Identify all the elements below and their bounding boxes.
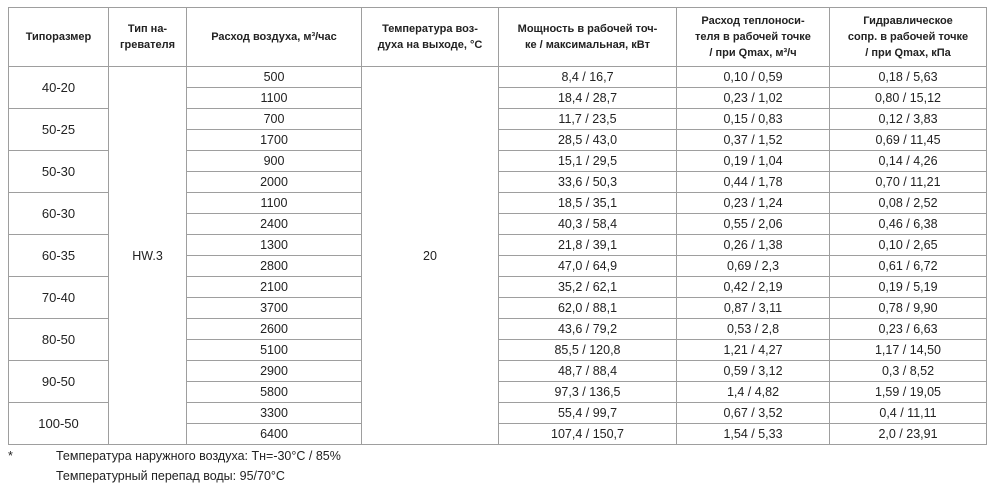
header-air-flow-text: Расход воздуха, м³/час [211, 31, 337, 43]
size-cell: 40-20 [9, 67, 109, 109]
coolant-flow-cell: 0,19 / 1,04 [677, 151, 830, 172]
air-flow-cell: 2000 [187, 172, 362, 193]
size-cell: 50-25 [9, 109, 109, 151]
size-cell: 70-40 [9, 277, 109, 319]
hydraulic-resistance-cell: 0,69 / 11,45 [830, 130, 987, 151]
hydraulic-resistance-cell: 0,14 / 4,26 [830, 151, 987, 172]
coolant-flow-cell: 0,59 / 3,12 [677, 361, 830, 382]
size-cell: 100-50 [9, 403, 109, 445]
coolant-flow-cell: 0,55 / 2,06 [677, 214, 830, 235]
header-outlet-temp-text: Температура воз- духа на выходе, °С [377, 23, 483, 51]
power-cell: 18,5 / 35,1 [499, 193, 677, 214]
air-flow-cell: 5800 [187, 382, 362, 403]
outlet-temp-cell: 20 [362, 67, 499, 445]
hydraulic-resistance-cell: 0,08 / 2,52 [830, 193, 987, 214]
hydraulic-resistance-cell: 0,61 / 6,72 [830, 256, 987, 277]
air-flow-cell: 6400 [187, 424, 362, 445]
hydraulic-resistance-cell: 1,17 / 14,50 [830, 340, 987, 361]
size-cell: 80-50 [9, 319, 109, 361]
header-row [9, 8, 987, 67]
coolant-flow-cell: 0,23 / 1,02 [677, 88, 830, 109]
power-cell: 8,4 / 16,7 [499, 67, 677, 88]
air-flow-cell: 900 [187, 151, 362, 172]
power-cell: 21,8 / 39,1 [499, 235, 677, 256]
power-cell: 11,7 / 23,5 [499, 109, 677, 130]
specs-table [8, 7, 987, 445]
air-flow-cell: 1100 [187, 193, 362, 214]
heater-type-cell: HW.3 [109, 67, 187, 445]
hydraulic-resistance-cell: 0,4 / 11,11 [830, 403, 987, 424]
hydraulic-resistance-cell: 0,80 / 15,12 [830, 88, 987, 109]
air-flow-cell: 2100 [187, 277, 362, 298]
power-cell: 15,1 / 29,5 [499, 151, 677, 172]
coolant-flow-cell: 0,67 / 3,52 [677, 403, 830, 424]
header-hydraulic-resistance [830, 8, 987, 67]
size-cell: 50-30 [9, 151, 109, 193]
coolant-flow-cell: 0,26 / 1,38 [677, 235, 830, 256]
coolant-flow-cell: 0,87 / 3,11 [677, 298, 830, 319]
hydraulic-resistance-cell: 0,19 / 5,19 [830, 277, 987, 298]
header-heater-type-text: Тип на- гревателя [119, 23, 176, 51]
header-size [9, 8, 109, 67]
air-flow-cell: 2900 [187, 361, 362, 382]
header-power-text: Мощность в рабочей точ- ке / максимальная, кВт [517, 23, 658, 51]
coolant-flow-cell: 0,53 / 2,8 [677, 319, 830, 340]
hydraulic-resistance-cell: 0,12 / 3,83 [830, 109, 987, 130]
size-cell: 90-50 [9, 361, 109, 403]
power-cell: 48,7 / 88,4 [499, 361, 677, 382]
footnote-water-delta: Температурный перепад воды: 95/70°С [56, 469, 285, 483]
header-outlet-temp [362, 8, 499, 67]
header-size-text: Типоразмер [25, 31, 92, 43]
power-cell: 43,6 / 79,2 [499, 319, 677, 340]
power-cell: 97,3 / 136,5 [499, 382, 677, 403]
footnote-marker: * [8, 449, 13, 463]
coolant-flow-cell: 0,15 / 0,83 [677, 109, 830, 130]
air-flow-cell: 500 [187, 67, 362, 88]
power-cell: 18,4 / 28,7 [499, 88, 677, 109]
coolant-flow-cell: 0,10 / 0,59 [677, 67, 830, 88]
hydraulic-resistance-cell: 2,0 / 23,91 [830, 424, 987, 445]
table-row [9, 67, 987, 88]
hydraulic-resistance-cell: 0,23 / 6,63 [830, 319, 987, 340]
coolant-flow-cell: 0,69 / 2,3 [677, 256, 830, 277]
hydraulic-resistance-cell: 0,10 / 2,65 [830, 235, 987, 256]
header-hydraulic-resistance-text: Гидравлическое сопр. в рабочей точке / при Qmax, кПа [847, 15, 969, 59]
hydraulic-resistance-cell: 0,70 / 11,21 [830, 172, 987, 193]
air-flow-cell: 3700 [187, 298, 362, 319]
coolant-flow-cell: 1,4 / 4,82 [677, 382, 830, 403]
power-cell: 40,3 / 58,4 [499, 214, 677, 235]
coolant-flow-cell: 0,44 / 1,78 [677, 172, 830, 193]
hydraulic-resistance-cell: 0,46 / 6,38 [830, 214, 987, 235]
hydraulic-resistance-cell: 1,59 / 19,05 [830, 382, 987, 403]
air-flow-cell: 1300 [187, 235, 362, 256]
size-cell: 60-30 [9, 193, 109, 235]
air-flow-cell: 2600 [187, 319, 362, 340]
coolant-flow-cell: 0,23 / 1,24 [677, 193, 830, 214]
header-heater-type [109, 8, 187, 67]
power-cell: 55,4 / 99,7 [499, 403, 677, 424]
header-coolant-flow-text: Расход теплоноси- теля в рабочей точке / при Qmax, м³/ч [695, 15, 811, 59]
power-cell: 47,0 / 64,9 [499, 256, 677, 277]
air-flow-cell: 1700 [187, 130, 362, 151]
air-flow-cell: 700 [187, 109, 362, 130]
air-flow-cell: 2800 [187, 256, 362, 277]
coolant-flow-cell: 0,42 / 2,19 [677, 277, 830, 298]
hydraulic-resistance-cell: 0,78 / 9,90 [830, 298, 987, 319]
power-cell: 33,6 / 50,3 [499, 172, 677, 193]
air-flow-cell: 5100 [187, 340, 362, 361]
air-flow-cell: 2400 [187, 214, 362, 235]
size-cell: 60-35 [9, 235, 109, 277]
header-power [499, 8, 677, 67]
power-cell: 85,5 / 120,8 [499, 340, 677, 361]
power-cell: 62,0 / 88,1 [499, 298, 677, 319]
hydraulic-resistance-cell: 0,3 / 8,52 [830, 361, 987, 382]
coolant-flow-cell: 1,21 / 4,27 [677, 340, 830, 361]
power-cell: 28,5 / 43,0 [499, 130, 677, 151]
footnote-outdoor-temp: Температура наружного воздуха: Тн=-30°С / 85% [56, 449, 341, 463]
header-coolant-flow [677, 8, 830, 67]
power-cell: 35,2 / 62,1 [499, 277, 677, 298]
power-cell: 107,4 / 150,7 [499, 424, 677, 445]
air-flow-cell: 1100 [187, 88, 362, 109]
air-flow-cell: 3300 [187, 403, 362, 424]
coolant-flow-cell: 1,54 / 5,33 [677, 424, 830, 445]
coolant-flow-cell: 0,37 / 1,52 [677, 130, 830, 151]
header-air-flow [187, 8, 362, 67]
hydraulic-resistance-cell: 0,18 / 5,63 [830, 67, 987, 88]
